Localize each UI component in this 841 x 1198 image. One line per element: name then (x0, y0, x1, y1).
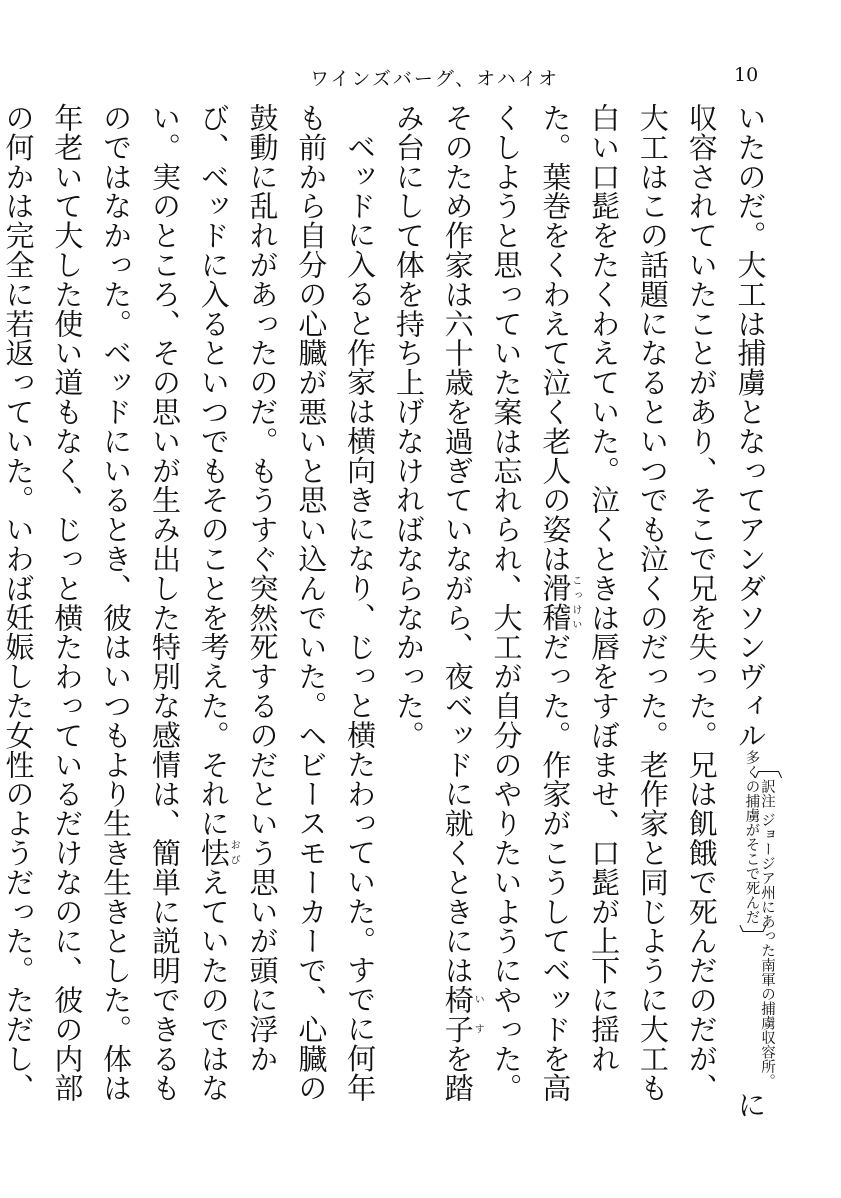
paragraph-1 (384, 103, 784, 1123)
ruby-obie-base: 怯 (196, 838, 231, 868)
paragraph-1-text-c: だった。作家がこうしてベッドを高くしようと思っていた案は忘れられ、大工が自分のやりたいようにやった。そのため作家は六十歳を過ぎていながら、夜ベッドに就くときには (440, 103, 573, 1103)
ruby-kokkei (538, 573, 581, 633)
paragraph-2-text-b: えていたのではない。実のところ、その思いが生み出した特別な感情は、簡単に説明できるものではなかった。ベッドにいるとき、彼はいつもより生き生きとした。体は年老いて大した使い道もなく、じっと横たわっているだけなのに、彼の内部の何かは完全に若返っていた。いわば妊娠した女性のようだった。ただし、 (1, 103, 231, 1103)
note-open-bracket: 〔 (750, 749, 784, 779)
ruby-obie-reading: おび (228, 838, 240, 868)
translator-note-text: 訳注 ジョージア州にあった南軍の捕虜収容所。多くの捕虜がそこで死んだ (743, 749, 775, 1088)
paragraph-1-text-a: いたのだ。大工は捕虜となってアンダソンヴィル (733, 103, 768, 750)
ruby-kokkei-base: 滑稽 (538, 573, 573, 633)
paragraph-1-text-b: に収容されていたことがあり、そこで兄を失った。兄は飢餓で死んだのだが、大工はこの話題になるといつでも泣くのだった。老作家と同じように大工も白い口髭をたくわえていた。泣くときは唇をすぼませ、口髭が上下に揺れた。葉巻をくわえて泣く老人の姿は (538, 103, 768, 1120)
paragraph-1-text-d: を踏み台にして体を持ち上げなければならなかった。 (391, 103, 475, 1103)
ruby-isu-reading: いす (472, 985, 484, 1044)
running-title: ワインズバーグ、オハイオ (310, 68, 560, 90)
page-header (0, 64, 841, 96)
page-number: 10 (734, 64, 759, 86)
paragraph-2 (0, 103, 384, 1123)
paragraph-2-text-a: ベッドに入ると作家は横向きになり、じっと横たわっていた。すでに何年も前から自分の心臓が悪いと思い込んでいた。ヘビースモーカーで、心臓の鼓動に乱れがあったのだ。もうすぐ突然死するのだという思いが頭に浮かび、ベッドに入るといつでもそのことを考えた。それに (196, 103, 378, 1103)
ruby-isu (440, 985, 484, 1044)
ruby-kokkei-reading: こっけい (569, 573, 581, 633)
note-close-bracket: 〕 (734, 923, 769, 953)
body-text (1, 103, 784, 1123)
translator-note (734, 749, 784, 1090)
ruby-isu-base: 椅子 (440, 985, 475, 1044)
ruby-obie (196, 838, 240, 868)
